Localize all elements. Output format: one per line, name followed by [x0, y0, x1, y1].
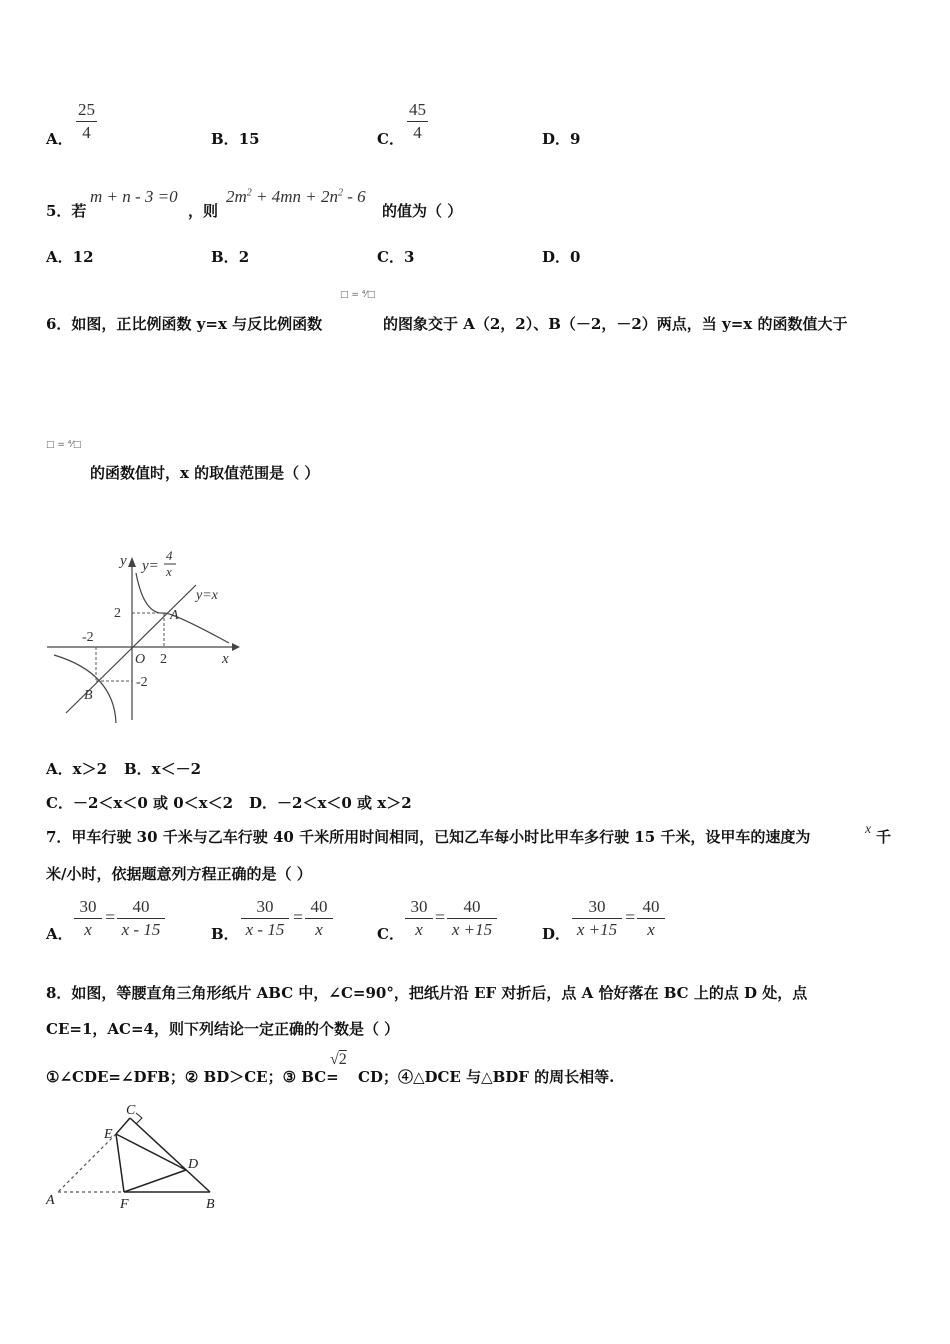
q7-option-c-label: C．	[377, 925, 404, 943]
q6-line2: 的函数值时，x 的取值范围是（ ）	[90, 464, 320, 482]
label-b: B	[206, 1197, 215, 1212]
q8-line3-part2: CD；④△DCE 与△BDF 的周长相等.	[358, 1068, 615, 1086]
q5-expression: $2m^2 + 4mn + 2n^2 - 6$	[226, 187, 366, 206]
q4-option-c-fraction	[407, 100, 428, 144]
q6-inline-function-1: □ = ⁴⁄□	[340, 290, 376, 300]
q7-d-left-fraction: $\frac{30}{x +15}$	[572, 897, 622, 941]
fraction-numerator: 25	[76, 100, 97, 122]
q4-option-d: D．9	[542, 130, 581, 148]
q7-a-right-fraction: $\frac{40}{x - 15}$	[117, 897, 165, 941]
q7-option-d-label: D．	[542, 925, 571, 943]
side-ea-folded	[58, 1134, 116, 1192]
point-b-label: B	[84, 688, 93, 703]
label-c: C	[126, 1103, 136, 1118]
q7-option-b-label: B．	[211, 925, 239, 943]
tick-x-2: 2	[160, 652, 167, 667]
line-label: y=x	[196, 588, 218, 603]
q6-inline-function-2: □ = ⁴⁄□	[46, 440, 82, 450]
q8-line2: CE=1，AC=4，则下列结论一定正确的个数是（ ）	[46, 1020, 400, 1038]
label-f: F	[120, 1197, 129, 1212]
q8-line3-part1: ①∠CDE=∠DFB；② BD＞CE；③ BC=	[46, 1068, 339, 1086]
x-axis-arrow	[232, 643, 240, 651]
q5-option-b: B．2	[211, 248, 250, 266]
q5-option-a: A．12	[46, 248, 94, 266]
side-cb	[130, 1118, 210, 1192]
q5-option-d: D．0	[542, 248, 581, 266]
q5-suffix: 的值为（ ）	[382, 202, 463, 220]
q7-c-left-fraction: $\frac{30}{x}$	[405, 897, 433, 941]
q8-triangle-figure	[44, 1102, 224, 1212]
q7-b-right-fraction: $\frac{40}{x}$	[305, 897, 333, 941]
y-axis-label: y	[120, 553, 127, 569]
q7-option-a-label: A．	[46, 925, 73, 943]
q7-unit: 千	[876, 828, 892, 846]
q5-condition: m + n - 3 =0	[90, 187, 178, 206]
origin-label: O	[135, 652, 146, 667]
q8-sqrt: √2	[330, 1051, 347, 1068]
q6-line1-prefix: 6．如图，正比例函数 y=x 与反比例函数	[46, 315, 323, 333]
q4-option-c-label: C．	[377, 130, 404, 148]
q4-option-b: B．15	[211, 130, 260, 148]
q5-option-c: C．3	[377, 248, 415, 266]
hyperbola-branch-1	[136, 573, 229, 643]
side-ce	[116, 1118, 130, 1134]
fold-ef	[116, 1134, 124, 1192]
curve-label-prefix: y=	[142, 558, 159, 574]
tick-y-neg2: -2	[136, 675, 148, 690]
label-a: A	[46, 1193, 55, 1208]
q6-option-a: A．x＞2	[46, 760, 108, 778]
segment-fd	[124, 1170, 186, 1192]
q7-variable: x	[865, 822, 872, 837]
y-axis-arrow	[128, 557, 136, 567]
q7-d-right-fraction: $\frac{40}{x}$	[637, 897, 665, 941]
fraction-denominator: 4	[82, 123, 91, 142]
tick-y-2: 2	[114, 606, 121, 621]
curve-label-numerator: 4	[166, 548, 173, 563]
label-d: D	[188, 1157, 199, 1172]
q4-option-a-fraction	[76, 100, 97, 144]
q7-line1: 7．甲车行驶 30 千米与乙车行驶 40 千米所用时间相同，已知乙车每小时比甲车多行驶 15 千米，设甲车的速度为	[46, 828, 811, 846]
segment-ed	[116, 1134, 186, 1170]
q6-option-b: B．x＜－2	[124, 760, 202, 778]
q6-option-d: D．－2＜x＜0 或 x＞2	[249, 794, 412, 812]
q4-option-a-label: A．	[46, 130, 73, 148]
curve-label-denominator: x	[166, 564, 172, 579]
label-e: E	[104, 1127, 113, 1142]
q5-mid: ，则	[188, 202, 219, 220]
q5-prefix: 5．若	[46, 202, 87, 220]
q6-option-c: C．－2＜x＜0 或 0＜x＜2	[46, 794, 234, 812]
fraction-numerator: 45	[407, 100, 428, 122]
point-a-label: A	[170, 608, 179, 623]
fraction-denominator: 4	[413, 123, 422, 142]
right-angle-marker	[136, 1113, 142, 1124]
q8-line1: 8．如图，等腰直角三角形纸片 ABC 中，∠C=90°，把纸片沿 EF 对折后，点 A 恰好落在 BC 上的点 D 处，点	[46, 984, 808, 1002]
q7-a-left-fraction: $\frac{30}{x}$	[74, 897, 102, 941]
tick-x-neg2: -2	[82, 630, 94, 645]
q7-b-left-fraction: $\frac{30}{x - 15}$	[241, 897, 289, 941]
q6-line1-suffix: 的图象交于 A（2，2）、B（－2，－2）两点，当 y=x 的函数值大于	[383, 315, 848, 333]
x-axis-label: x	[222, 651, 229, 667]
q6-function-graph	[44, 545, 244, 725]
q7-c-right-fraction: $\frac{40}{x +15}$	[447, 897, 497, 941]
q7-line2: 米/小时，依据题意列方程正确的是（ ）	[46, 865, 312, 883]
